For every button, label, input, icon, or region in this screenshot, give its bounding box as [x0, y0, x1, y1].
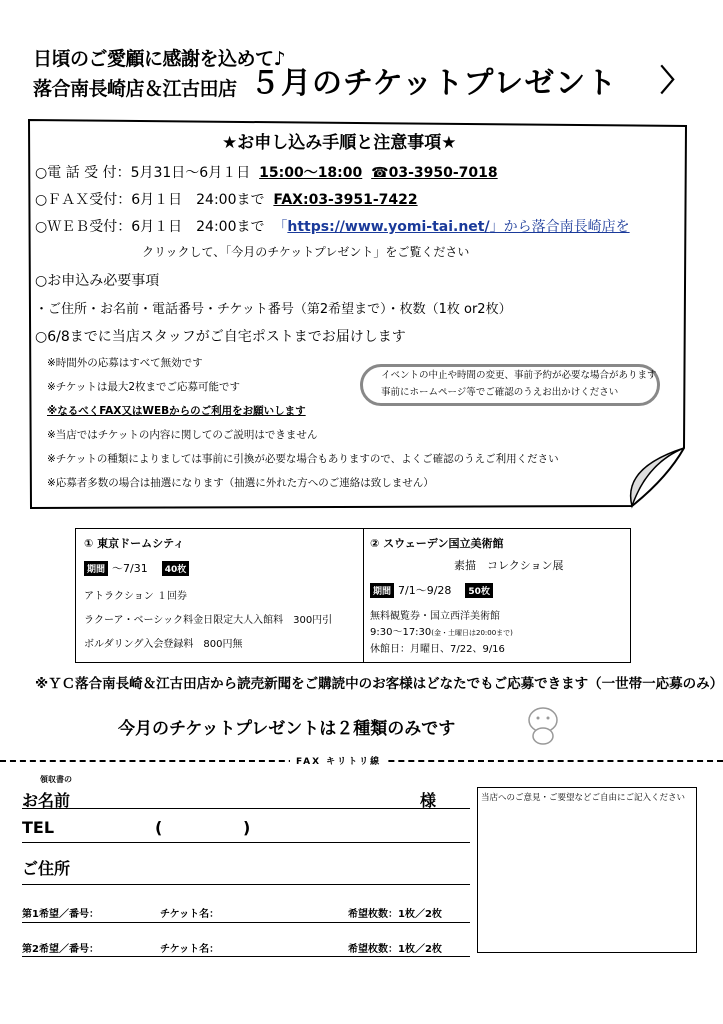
web-instruction: クリックして、「今月のチケットプレゼント」をご覧ください — [142, 245, 470, 259]
address-line[interactable] — [22, 884, 470, 885]
ticket-line: ラクーア・ベーシック料金日限定大人入館料 300円引 — [84, 615, 333, 626]
event-warning-bubble — [360, 364, 660, 406]
ticket-period — [84, 560, 193, 576]
wish2-ticket-label: チケット名： — [160, 944, 220, 955]
phone-row — [35, 162, 498, 182]
ticket-1 — [76, 529, 363, 662]
period-tag: 期間 — [370, 583, 394, 598]
fax-number[interactable]: FAX:03-3951-7422 — [273, 192, 418, 208]
receipt-label: 領収書の — [40, 775, 72, 784]
count-badge: 40枚 — [162, 561, 190, 576]
sama-label: 様 — [420, 791, 437, 810]
fax-row — [35, 189, 418, 209]
tel-label: TEL — [22, 818, 55, 837]
ticket-title: ① 東京ドームシティ — [84, 537, 185, 550]
name-label: お名前 — [22, 791, 71, 810]
period-value: ～7/31 — [112, 562, 148, 575]
required-items: ・ご住所・お名前・電話番号・チケット番号（第2希望まで）・枚数（1枚 or2枚） — [35, 302, 512, 317]
required-title: ○お申込み必要事項 — [35, 273, 160, 289]
ticket-hours — [370, 623, 513, 638]
web-deadline: 6月１日 24:00まで — [131, 219, 265, 235]
web-quote-open: 「 — [273, 219, 288, 235]
phone-time: 15:00～18:00 — [259, 165, 363, 181]
page-title: ５月のチケットプレゼント — [250, 66, 618, 101]
comment-box[interactable] — [477, 787, 697, 953]
ticket-line: アトラクション １回券 — [84, 591, 187, 602]
ticket-subtitle: 素描 コレクション展 — [454, 559, 564, 572]
fax-label: ○ＦＡＸ受付： — [35, 192, 132, 208]
web-post: 」から落合南長崎店を — [489, 219, 630, 235]
ticket-line: 休館日：月曜日、7/22、9/16 — [370, 644, 505, 655]
wish1-label: 第1希望／番号： — [22, 909, 99, 920]
bubble-line: 事前にホームページ等でご確認のうえお出かけください — [381, 387, 619, 398]
period-value: 7/1～9/28 — [398, 584, 452, 597]
bubble-line: イベントの中止や時間の変更、事前予約が必要な場合があります — [381, 370, 657, 381]
web-label: ○ＷＥＢ受付： — [35, 219, 132, 235]
header-line1: 日頃のご愛顧に感謝を込めて♪ — [33, 48, 286, 70]
web-row — [35, 216, 630, 236]
ticket-hours-value: 9:30～17:30 — [370, 627, 432, 638]
fax-deadline: 6月１日 24:00まで — [131, 192, 265, 208]
tickets-table — [75, 528, 631, 663]
wish1-line[interactable] — [22, 922, 470, 923]
yc-notice: ※ＹＣ落合南長崎＆江古田店から読売新聞をご購読中のお客様はどなたでもご応募できます（一世帯一応募のみ） — [35, 676, 723, 692]
name-line[interactable] — [22, 808, 470, 809]
note-item: ※当店ではチケットの内容に関してのご説明はできません — [47, 429, 318, 441]
phone-number[interactable]: ☎03-3950-7018 — [371, 165, 498, 181]
only-two-notice: 今月のチケットプレゼントは２種類のみです — [118, 719, 456, 739]
note-item: ※時間外の応募はすべて無効です — [47, 357, 203, 369]
note-item: ※なるべくFAX又はWEBからのご利用をお願いします — [47, 405, 306, 417]
tel-line[interactable] — [22, 842, 470, 843]
note-item: ※チケットの種類によりましては事前に引換が必要な場合もありますので、よくご確認のうえご利用ください — [47, 453, 559, 465]
period-tag: 期間 — [84, 561, 108, 576]
wish2-count: 希望枚数：1枚／2枚 — [348, 944, 442, 955]
character-icon — [525, 702, 561, 746]
address-label: ご住所 — [22, 859, 71, 878]
ticket-hours-note: (金・土曜日は20:00まで) — [431, 629, 513, 637]
ticket-title: ② スウェーデン国立美術館 — [370, 537, 504, 550]
comment-label: 当店へのご意見・ご要望などご自由にご記入ください — [481, 793, 686, 803]
web-link[interactable]: https://www.yomi-tai.net/ — [287, 219, 490, 235]
note-item: ※チケットは最大2枚までご応募可能です — [47, 381, 241, 393]
cut-label: FAX キリトリ線 — [290, 754, 387, 767]
phone-label: ○電 話 受 付： — [35, 165, 131, 181]
phone-date: 5月31日～6月１日 — [130, 165, 251, 181]
arrow-icon: 〉 — [660, 64, 691, 99]
count-badge: 50枚 — [465, 583, 493, 598]
wish1-ticket-label: チケット名： — [160, 909, 220, 920]
tel-paren-open: ( — [155, 818, 163, 837]
ticket-2 — [364, 529, 631, 662]
delivery-note: ○6/8までに当店スタッフがご自宅ポストまでお届けします — [35, 329, 406, 345]
ticket-period — [370, 582, 497, 598]
note-item: ※応募者多数の場合は抽選になります（抽選に外れた方へのご連絡は致しません） — [47, 477, 434, 489]
notice-box — [27, 118, 688, 510]
notice-title: ★お申し込み手順と注意事項★ — [222, 133, 457, 153]
wish2-line[interactable] — [22, 956, 470, 957]
header-line2: 落合南長崎店＆江古田店 — [33, 78, 237, 100]
tel-paren-close: ) — [243, 818, 251, 837]
wish1-count: 希望枚数：1枚／2枚 — [348, 909, 442, 920]
ticket-line: ボルダリング入会登録料 800円無 — [84, 639, 243, 650]
ticket-line: 無料観覧券・国立西洋美術館 — [370, 611, 500, 622]
wish2-label: 第2希望／番号： — [22, 944, 99, 955]
